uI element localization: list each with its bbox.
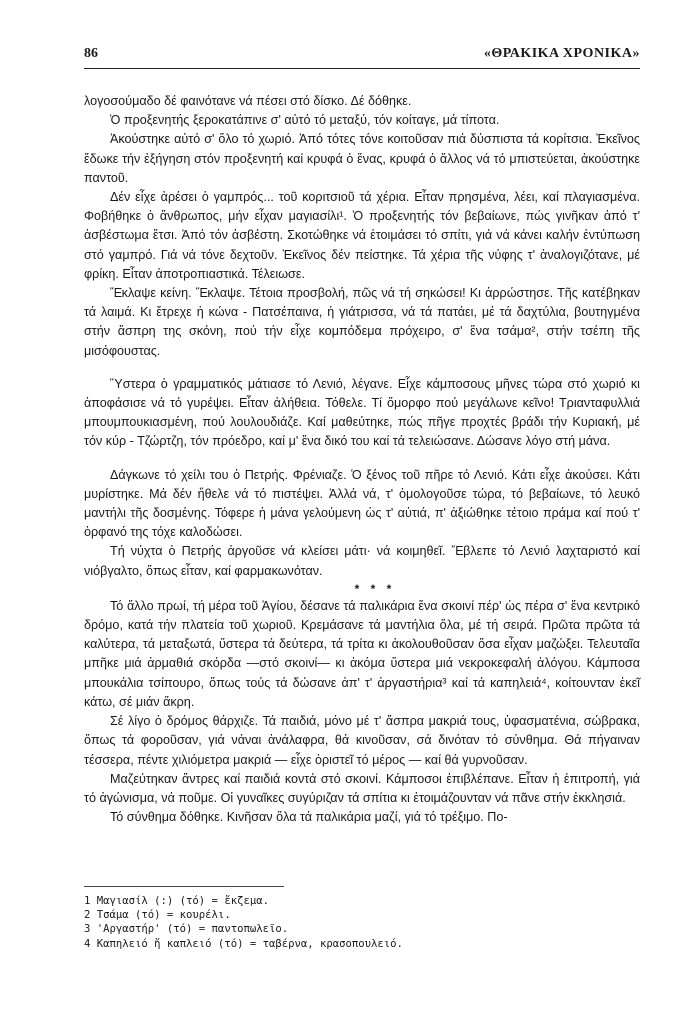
page-header [84,44,640,69]
paragraph: Τό ἄλλο πρωί, τή μέρα τοῦ Ἁγίου, δέσανε τά παλικάρια ἕνα σκοινί πέρ' ὡς πέρα σ' ἕνα κεντρικό δρόμο, κατά τήν πλατεία τοῦ χωριοῦ. Κρεμάσανε τά μαντήλια ὅλα, μέ τή σειρά. Πρῶτα πρῶτα τά καλύτερα, τά μεταξωτά, ὕστερα τά δεύτερα, τά τρίτα κι ἀκολουθοῦσαν ὅσα εἶχαν μαζώξει. Τελευταῖα μπῆκε μιά ἀρμαθιά σκόρδα —στό σκοινί— κι ἀκόμα ὕστερα μιά νεκροκεφαλή ἀλόγου. Κάμποσα μπουκάλια τσίπουρο, ὅπως τούς τά δώσανε ἀπ' τ' ἀργαστήρια³ καί τά καπηλειά⁴, κοίτουνταν ἐκεῖ κάτω, σέ μιάν ἄκρη. [84,598,640,709]
paragraph: Τή νύχτα ὁ Πετρής ἀργοῦσε νά κλείσει μάτι· νά κοιμηθεῖ. Ἔβλεπε τό Λενιό λαχταριστό καί νιόβγαλτο, ὅπως εἶταν, καί φαρμακωνόταν. [84,544,640,578]
paragraph-gap [84,361,640,375]
footnote: 3 'Αργαστήρ' (τό) = παντοπωλεῖο. [84,923,289,936]
paragraph: Ἔκλαψε κείνη. Ἔκλαψε. Τέτοια προσβολή, πῶς νά τή σηκώσει! Κι ἀρρώστησε. Τῆς κατέβηκαν τά λαιμά. Κι ἔτρεχε ἡ κώνα - Πατσέπαινα, ἡ γιάτρισσα, νά τά πατάει, μέ τά δαχτύλια, βουτηγμένα στήν ἄσπρη της σκόνη, πού τήν εἶχε κομπόδεμα πρόχειρο, σ' ἕνα τσάμα², στήν τσέπη τῆς μισόφουστας. [84,286,640,358]
paragraph: λογοσούμαδο δέ φαινότανε νά πέσει στό δίσκο. Δέ δόθηκε. [84,94,412,108]
paragraph: Τό σύνθημα δόθηκε. Κινῆσαν ὅλα τά παλικάρια μαζί, γιά τό τρέξιμο. Πο- [110,810,508,825]
footnote: 2 Τσάμα (τό) = κουρέλι. [84,909,231,922]
footnote-rule [84,886,284,887]
paragraph: Δάγκωνε τό χείλι του ὁ Πετρής. Φρένιαζε. Ὁ ξένος τοῦ πῆρε τό Λενιό. Κάτι εἶχε ἀκούσει. Κάτι μυρίστηκε. Μά δέν ἤθελε νά τό πιστέψει. Ἀλλά νά, τ' ὁμολογοῦσε τώρα, τό βεβαίωνε, τό λευκό μαντήλι τῆς δοσμένης. Τόφερε ἡ μάνα γελούμενη ὡς τ' αὐτιά, π' ἀξιώθηκε τέτοιο πράμα καί πού τ' ὀρφανό της τόχε καλοδώσει. [84,467,640,540]
running-title: «ΘΡΑΚΙΚΑ ΧΡΟΝΙΚΑ» [483,46,640,61]
page-number: 86 [84,46,98,61]
paragraph: Ὕστερα ὁ γραμματικός μάτιασε τό Λενιό, λέγανε. Εἶχε κάμποσους μῆνες τώρα στό χωριό κι ἀποφάσισε νά τό γυρέψει. Εἶταν ἀλήθεια. Τόθελε. Τί ὄμορφο πού μεγάλωνε κεῖνο! Τριανταφυλλιά μπουμπουκιασμένη, πού λουλουδιάζε. Καί μαθεύτηκε, πώς πῆγε προχτές βράδι τήν Κυριακή, μέ τόν κύρ - Τζώρτζη, τόν πρόεδρο, καί μ' ἕνα δικό του καί τά τελειώσανε. Δώσανε λόγο στή μάνα. [84,376,640,449]
paragraph: Σέ λίγο ὁ δρόμος θάρχιζε. Τά παιδιά, μόνο μέ τ' ἄσπρα μακριά τους, ὑφασματένια, σώβρακα, ὅπως τά φοροῦσαν, γιά νάναι ἀνάλαφρα, θά κινοῦσαν, σά δινόταν τό σύνθημα. Θά πήγαιναν τέσσερα, πέντε χιλιόμετρα μακριά — εἶχε ὁριστεῖ τό μέρος — καί θά γυρνοῦσαν. [84,714,640,767]
footnote: 4 Καπηλειό ἤ καπλειό (τό) = ταβέρνα, κρασοπουλειό. [84,937,403,950]
footnote: 1 Μαγιασίλ (:) (τό) = ἔκζεμα. [84,895,269,907]
paragraph: Ὁ προξενητής ξεροκατάπινε σ' αὐτό τό μεταξύ, τόν κοίταγε, μά τίποτα. [110,113,500,128]
main-text [84,92,640,827]
paragraph: Δέν εἶχε ἀρέσει ὁ γαμπρός... τοῦ κοριτσιοῦ τά χέρια. Εἶταν πρησμένα, λέει, καί πλαγιασμένα. Φοβήθηκε ὁ ἄνθρωπος, μήν εἶχαν μαγιασίλι¹. Ὁ προξενητής τόν βεβαίωνε, πώς γινῆκαν ἀπό τ' ἀσβέστωμα ἔτσι. Ἀπό τόν ἀσβέστη. Σκοτώθηκε νά ἑτοιμάσει τό σπίτι, γιά νά κάνει καλήν ἐντύπωση στό γαμπρό. Γιά νά τόνε δεχτοῦν. Ἐκεῖνος δέν πείστηκε. Τά χέρια τῆς νύφης τ' ἀναλογιζότανε, μέ φρίκη. Εἶταν ἀποτροπιαστικά. Τέλειωσε. [84,190,640,281]
footnotes [84,894,640,951]
section-break: * * * [354,581,396,596]
paragraph-gap [84,452,640,466]
paragraph: Ἀκούστηκε αὐτό σ' ὅλο τό χωριό. Ἀπό τότες τόνε κοιτοῦσαν πιά δύσπιστα τά κορίτσια. Ἐκεῖνος ἔδωκε τήν ἐξήγηση στόν προξενητή καί κρυφά ὁ ἕνας, κρυφά ὁ ἄλλος νά τό μπιστεύεται, ἀκούστηκε παντοῦ. [84,132,640,185]
paragraph: Μαζεύτηκαν ἄντρες καί παιδιά κοντά στό σκοινί. Κάμποσοι ἐπιβλέπανε. Εἶταν ἡ ἐπιτροπή, γιά τό ἀγώνισμα, νά ποῦμε. Οἱ γυναῖκες συγύριζαν τά σπίτια κι ἑτοιμάζουνταν νά πᾶνε στήν ἐκκλησιά. [84,771,640,805]
